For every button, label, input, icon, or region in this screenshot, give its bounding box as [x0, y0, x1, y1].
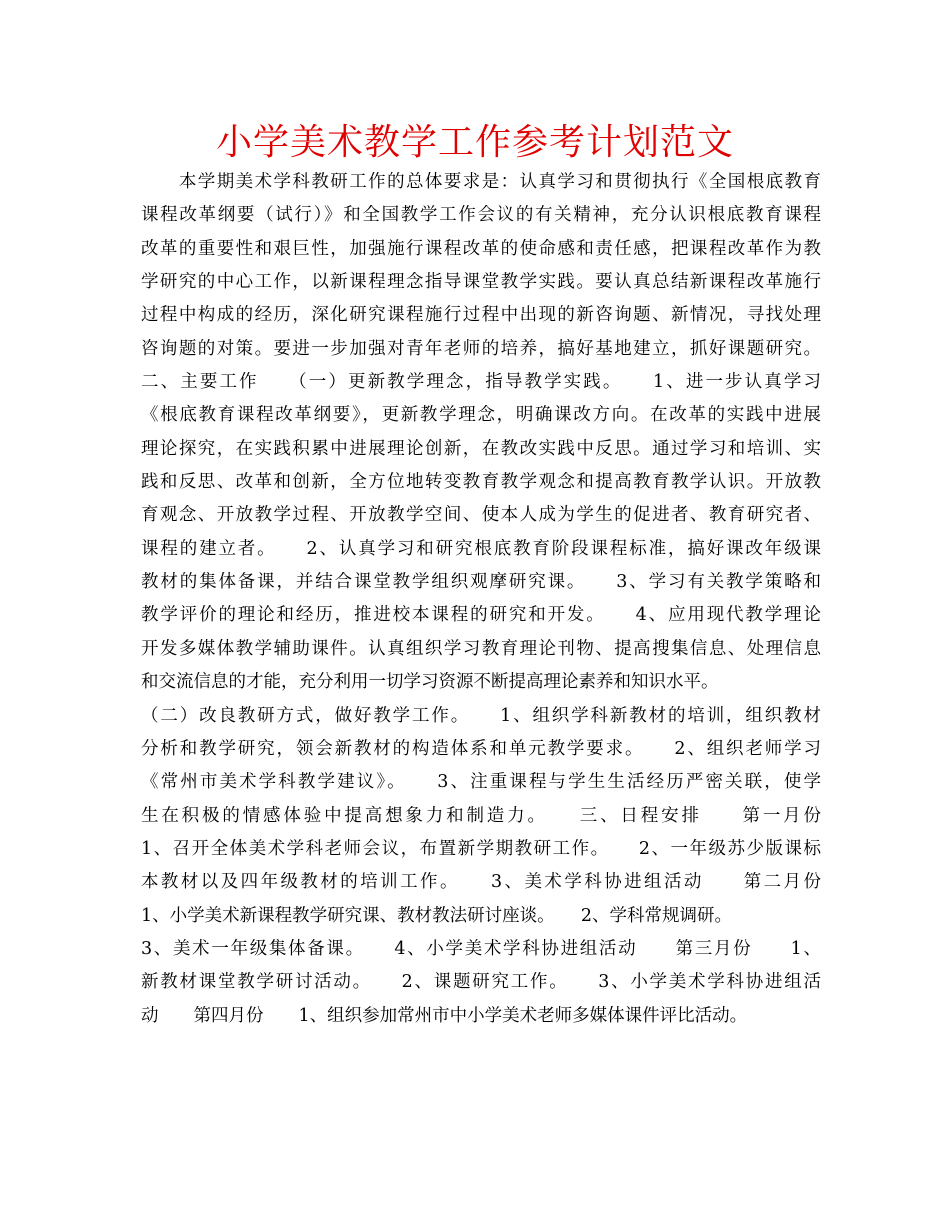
- document-title: 小学美术教学工作参考计划范文: [215, 122, 734, 163]
- body-line: 3、美术一年级集体备课。 4、小学美术学科协进组活动 第三月份 1、: [141, 938, 821, 959]
- body-line: 育观念、开放教学过程、开放教学空间、使本人成为学生的促进者、教育研究者、: [141, 505, 821, 526]
- body-line: 《根底教育课程改革纲要》，更新教学理念，明确课改方向。在改革的实践中进展: [141, 405, 821, 426]
- body-line: 咨询题的对策。要进一步加强对青年老师的培养，搞好基地建立，抓好课题研究。: [141, 338, 821, 359]
- body-line: 动 第四月份 1、组织参加常州市中小学美术老师多媒体课件评比活动。: [141, 1005, 748, 1026]
- body-line: 本学期美术学科教研工作的总体要求是：认真学习和贯彻执行《全国根底教育: [141, 172, 821, 192]
- body-line: 1、召开全体美术学科老师会议，布置新学期教研工作。 2、一年级苏少版课标: [141, 838, 821, 859]
- body-line: （二）改良教研方式，做好教学工作。 1、组织学科新教材的培训，组织教材: [141, 705, 821, 726]
- body-line: 课程的建立者。 2、认真学习和研究根底教育阶段课程标准，搞好课改年级课: [141, 538, 821, 559]
- body-line: 教学评价的理论和经历，推进校本课程的研究和开发。 4、应用现代教学理论: [141, 605, 821, 626]
- body-line: 生在积极的情感体验中提高想象力和制造力。 三、日程安排 第一月份: [141, 805, 821, 826]
- body-line: 1、小学美术新课程教学研究课、教材教法研讨座谈。 2、学科常规调研。: [141, 905, 733, 926]
- body-line: 二、主要工作 （一）更新教学理念，指导教学实践。 1、进一步认真学习: [141, 372, 821, 393]
- body-line: 学研究的中心工作，以新课程理念指导课堂教学实践。要认真总结新课程改革施行: [141, 272, 821, 293]
- body-line: 课程改革纲要（试行）》和全国教学工作会议的有关精神，充分认识根底教育课程: [141, 205, 821, 226]
- body-line: 教材的集体备课，并结合课堂教学组织观摩研究课。 3、学习有关教学策略和: [141, 572, 821, 593]
- body-line: 《常州市美术学科教学建议》。 3、注重课程与学生生活经历严密关联，使学: [141, 772, 821, 793]
- document-body: [141, 166, 821, 1033]
- body-line: 理论探究，在实践积累中进展理论创新，在教改实践中反思。通过学习和培训、实: [141, 438, 821, 459]
- body-line: 新教材课堂教学研讨活动。 2、课题研究工作。 3、小学美术学科协进组活: [141, 972, 821, 993]
- body-line: 践和反思、改革和创新，全方位地转变教育教学观念和提高教育教学认识。开放教: [141, 472, 821, 493]
- body-line: 改革的重要性和艰巨性，加强施行课程改革的使命感和责任感，把课程改革作为教: [141, 238, 821, 259]
- body-line: 和交流信息的才能，充分利用一切学习资源不断提高理论素养和知识水平。: [141, 672, 719, 693]
- body-line: 本教材以及四年级教材的培训工作。 3、美术学科协进组活动 第二月份: [141, 872, 821, 893]
- body-line: 分析和教学研究，领会新教材的构造体系和单元教学要求。 2、组织老师学习: [141, 738, 821, 759]
- body-line: 过程中构成的经历，深化研究课程施行过程中出现的新咨询题、新情况，寻找处理: [141, 305, 821, 326]
- body-line: 开发多媒体教学辅助课件。认真组织学习教育理论刊物、提高搜集信息、处理信息: [141, 638, 821, 659]
